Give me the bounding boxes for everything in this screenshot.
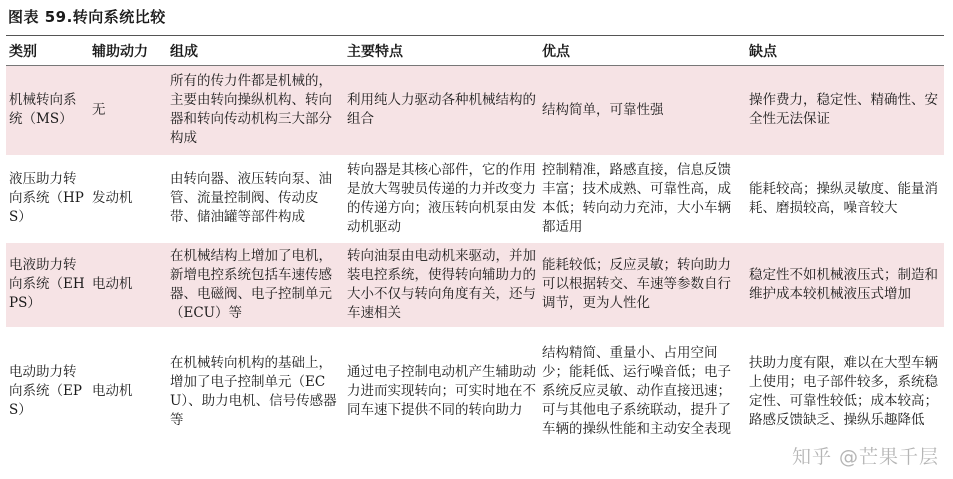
- cell-pros: 能耗较低；反应灵敏；转向助力可以根据转交、车速等参数自行调节，更为人性化: [539, 242, 746, 328]
- cell-power: 发动机: [89, 156, 167, 242]
- header-power: 辅助动力: [89, 37, 167, 66]
- comparison-table: [6, 37, 944, 457]
- cell-composition: 由转向器、液压转向泵、油管、流量控制阀、传动皮带、储油罐等部件构成: [167, 156, 344, 242]
- cell-cons: 能耗较高；操纵灵敏度、能量消耗、磨损较高，噪音较大: [746, 156, 944, 242]
- header-category: 类别: [6, 37, 89, 66]
- table-title: 图表 59.转向系统比较: [8, 8, 166, 26]
- cell-category: 液压助力转向系统（HPS）: [6, 156, 89, 242]
- cell-power: 无: [89, 66, 167, 156]
- cell-pros: 结构精简、重量小、占用空间少；能耗低、运行噪音低；电子系统反应灵敏、动作直接迅速；可与其他电子系统联动，提升了车辆的操纵性能和主动安全表现: [539, 328, 746, 456]
- cell-composition: 在机械结构上增加了电机，新增电控系统包括车速传感器、电磁阀、电子控制单元（ECU）等: [167, 242, 344, 328]
- cell-cons: 稳定性不如机械液压式；制造和维护成本较机械液压式增加: [746, 242, 944, 328]
- cell-composition: 在机械转向机构的基础上，增加了电子控制单元（ECU）、助力电机、信号传感器等: [167, 328, 344, 456]
- cell-features: 利用纯人力驱动各种机械结构的组合: [344, 66, 539, 156]
- table-row: [6, 156, 944, 242]
- cell-features: 通过电子控制电动机产生辅助动力进而实现转向；可实时地在不同车速下提供不同的转向助力: [344, 328, 539, 456]
- table-row: [6, 328, 944, 456]
- cell-pros: 控制精准，路感直接，信息反馈丰富；技术成熟、可靠性高，成本低；转向动力充沛，大小车辆都适用: [539, 156, 746, 242]
- watermark: 知乎 @芒果千层: [791, 446, 939, 468]
- table-row: [6, 242, 944, 328]
- cell-power: 电动机: [89, 242, 167, 328]
- cell-category: 电液助力转向系统（EHPS）: [6, 242, 89, 328]
- table-row: [6, 66, 944, 156]
- header-features: 主要特点: [344, 37, 539, 66]
- cell-features: 转向器是其核心部件，它的作用是放大驾驶员传递的力并改变力的传递方向；液压转向机泵由发动机驱动: [344, 156, 539, 242]
- cell-category: 机械转向系统（MS）: [6, 66, 89, 156]
- cell-features: 转向油泵由电动机来驱动，并加装电控系统，使得转向辅助力的大小不仅与转向角度有关，还与车速相关: [344, 242, 539, 328]
- header-pros: 优点: [539, 37, 746, 66]
- cell-pros: 结构简单，可靠性强: [539, 66, 746, 156]
- header-cons: 缺点: [746, 37, 944, 66]
- header-row: [6, 37, 944, 66]
- header-composition: 组成: [167, 37, 344, 66]
- cell-category: 电动助力转向系统（EPS）: [6, 328, 89, 456]
- cell-cons: 操作费力，稳定性、精确性、安全性无法保证: [746, 66, 944, 156]
- cell-power: 电动机: [89, 328, 167, 456]
- cell-composition: 所有的传力件都是机械的，主要由转向操纵机构、转向器和转向传动机构三大部分构成: [167, 66, 344, 156]
- cell-cons: 扶助力度有限，难以在大型车辆上使用；电子部件较多，系统稳定性、可靠性较低；成本较高；路感反馈缺乏、操纵乐趣降低: [746, 328, 944, 456]
- title-divider: [6, 35, 944, 36]
